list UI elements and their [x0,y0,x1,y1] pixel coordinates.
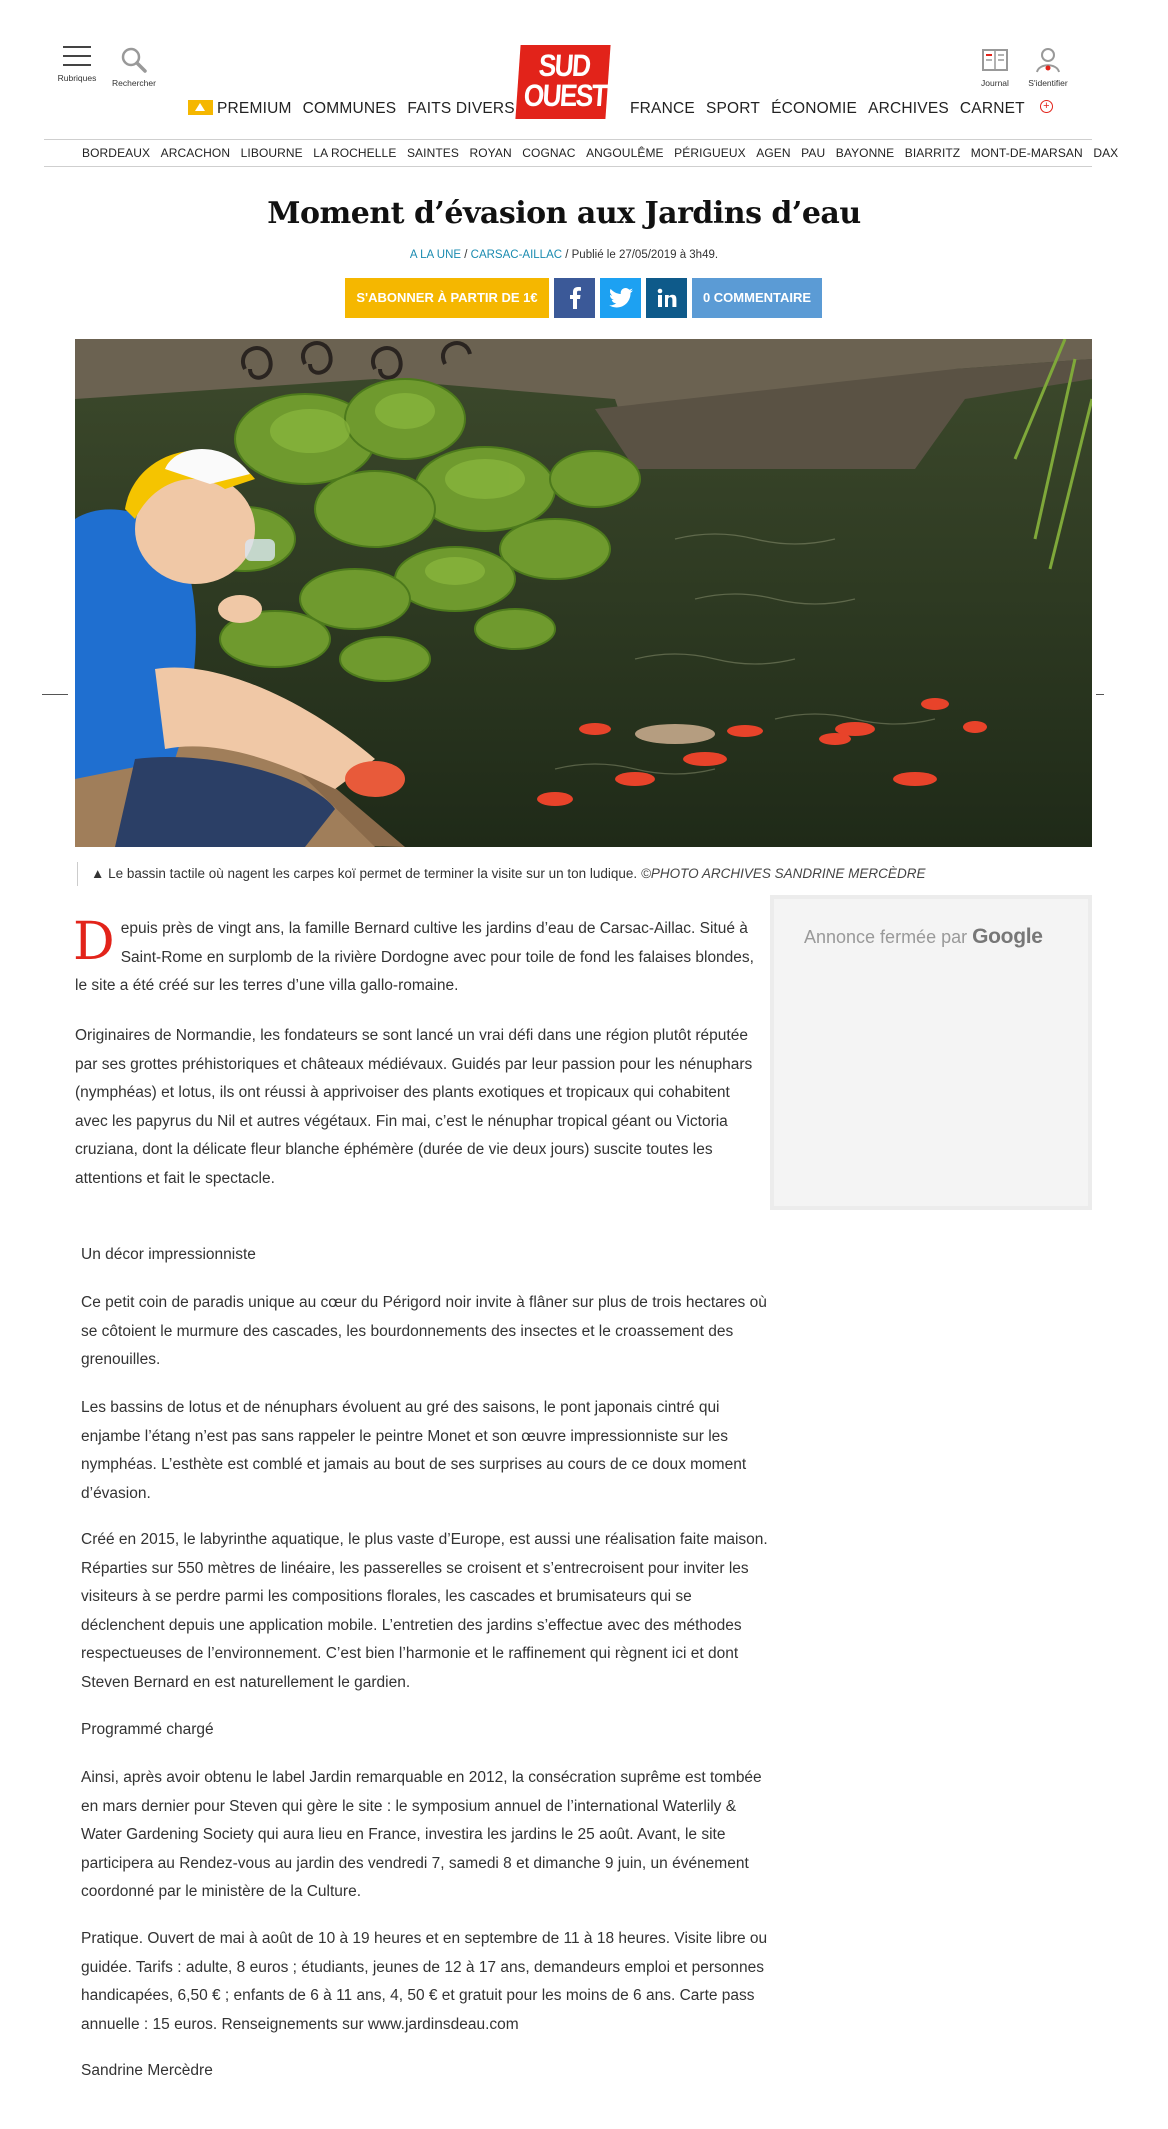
breadcrumb-carsac-aillac[interactable]: CARSAC-AILLAC [470,249,563,261]
paragraph [73,912,755,1001]
photo-side-line-left [42,694,68,695]
more-plus-icon[interactable]: + [1040,100,1053,113]
subheading: Un décor impressionniste [81,1246,256,1263]
city-link[interactable]: BORDEAUX [82,146,151,160]
article-photo[interactable] [75,339,1092,847]
city-link[interactable]: MONT-DE-MARSAN [970,146,1083,160]
nav-communes[interactable]: COMMUNES [302,100,397,117]
breadcrumb-a-la-une[interactable]: A LA UNE [409,249,462,261]
site-header [0,0,1168,140]
login-label: S'identifier [1028,78,1068,88]
paragraph: Les bassins de lotus et de nénuphars évoluent au gré des saisons, le pont japonais cintré qui enjambe l’étang n’est pas sans rappeler le peintre Monet et son œuvre impressionniste sur les nymphéas. L’esthète est comblé et jamais au bout de ses surprises au cours de ce doux moment d’évasion. [81,1399,747,1502]
menu-button[interactable] [52,46,102,83]
nav-divider-bottom [44,166,1092,167]
city-link[interactable]: AGEN [756,146,791,160]
nav-archives[interactable]: ARCHIVES [868,100,949,117]
hamburger-icon [52,46,102,66]
publish-date: Publié le 27/05/2019 à 3h49. [571,249,719,261]
city-link[interactable]: ARCACHON [160,146,231,160]
paragraph: Ainsi, après avoir obtenu le label Jardin remarquable en 2012, la consécration suprême est tombée en mars dernier pour Steven qui gère le site : le symposium annuel de l’international Waterlily & Water Gardening Society qui aura lieu en France, investira les jardins le 25 août. Avant, le site participera au Rendez-vous au jardin des vendredi 7, samedi 8 et dimanche 9 juin, un événement coordonné par le ministère de la Culture. [81,1769,762,1900]
main-nav-left [188,100,515,118]
photo-caption [77,862,1092,886]
comments-button[interactable]: 0 COMMENTAIRE [692,278,822,318]
journal-button[interactable] [970,46,1020,88]
city-link[interactable]: ROYAN [469,146,512,160]
linkedin-icon [657,288,677,308]
facebook-share-button[interactable] [554,278,595,318]
city-link[interactable]: COGNAC [522,146,576,160]
nav-faits-divers[interactable]: FAITS DIVERS [407,100,515,117]
city-link[interactable]: PÉRIGUEUX [674,146,746,160]
login-button[interactable] [1016,46,1080,88]
nav-france[interactable]: FRANCE [630,100,695,117]
main-nav-right [630,100,1053,118]
photo-side-line-right [1096,694,1104,695]
search-button[interactable] [104,46,164,88]
menu-label: Rubriques [57,73,97,83]
article-title: Moment d’évasion aux Jardins d’eau [267,196,861,231]
logo-line2: OUEST [522,78,608,113]
nav-economie[interactable]: ÉCONOMIE [771,100,858,117]
drop-cap: D [73,912,115,972]
ad-closed-label: Annonce fermée par [804,927,968,947]
journal-label: Journal [981,78,1009,88]
article-actions [345,278,822,318]
facebook-icon [568,287,582,309]
breadcrumb [0,249,1128,261]
paragraph: Originaires de Normandie, les fondateurs se sont lancé un vrai défi dans une région plutôt réputée par ses grottes préhistoriques et châteaux médiévaux. Guidés par leur passion pour les nénuphars (nymphéas) et lotus, ils ont réussi à apprivoiser des plants exotiques et tropicaux qui cohabitent avec les papyrus du Nil et autres végétaux. Fin mai, c’est le nénuphar tropical géant ou Victoria cruziana, dont la délicate fleur blanche éphémère (durée de vie deux jours) suscite toutes les attentions et fait le spectacle. [75,1027,753,1187]
caption-text: Le bassin tactile où nagent les carpes koï permet de terminer la visite sur un ton ludique. [108,866,638,881]
paragraph: Pratique. Ouvert de mai à août de 10 à 19 heures et en septembre de 11 à 18 heures. Visite libre ou guidée. Tarifs : adulte, 8 euros ; étudiants, jeunes de 12 à 17 ans, demandeurs emploi et personnes handicapées, 6,50 € ; enfants de 6 à 11 ans, 4, 50 € et gratuit pour les moins de 6 ans. Carte pass annuelle : 15 euros. Renseignements sur www.jardinsdeau.com [81,1930,768,2033]
search-icon [119,46,149,74]
paragraph: Créé en 2015, le labyrinthe aquatique, le plus vaste d’Europe, est aussi une réalisation faite maison. Réparties sur 550 mètres de linéaire, les passerelles se croisent et s’entrecroisent pour inviter les visiteurs à se perdre parmi les compositions florales, les cascades et brumisateurs qui se déclenchent depuis une application mobile. L’entretien des jardins s’effectue avec des méthodes respectueuses de l’environnement. C’est bien l’harmonie et le raffinement qui règnent ici et dont Steven Bernard en est naturellement le gardien. [81,1531,768,1691]
paragraph: Ce petit coin de paradis unique au cœur du Périgord noir invite à flâner sur plus de trois hectares où se côtoient le murmure des cascades, les bourdonnements des insectes et le croassement des grenouilles. [81,1294,767,1368]
cities-nav [82,146,1118,160]
author: Sandrine Mercèdre [81,2062,213,2079]
google-brand: Google [972,925,1043,948]
ad-closed-text [804,925,1043,949]
subheading: Programmé chargé [81,1721,214,1738]
city-link[interactable]: DAX [1093,146,1119,160]
city-link[interactable]: LA ROCHELLE [313,146,397,160]
caption-triangle-icon: ▲ [91,866,105,881]
sud-ouest-logo[interactable] [515,45,610,119]
nav-premium[interactable] [188,100,292,118]
search-label: Rechercher [112,78,156,88]
breadcrumb-separator: / [464,249,471,261]
city-link[interactable]: SAINTES [406,146,459,160]
google-ad-slot[interactable] [770,895,1092,1210]
city-link[interactable]: PAU [801,146,826,160]
crown-icon [188,100,213,115]
nav-sport[interactable]: SPORT [705,100,761,117]
nav-premium-label: PREMIUM [217,100,292,117]
logo-line1: SUD [537,48,591,83]
koi-pond-illustration [75,339,1092,847]
nav-divider-top [44,139,1092,140]
article-intro [73,912,755,1001]
city-link[interactable]: ANGOULÊME [586,146,664,160]
city-link[interactable]: BIARRITZ [904,146,961,160]
subscribe-button[interactable]: S'ABONNER À PARTIR DE 1€ [345,278,549,318]
breadcrumb-separator: / [565,249,572,261]
nav-carnet[interactable]: CARNET [959,100,1025,117]
newspaper-icon [980,46,1010,74]
paragraph-text: epuis près de vingt ans, la famille Bernard cultive les jardins d’eau de Carsac-Aillac. Situé à Saint-Rome en surplomb de la rivière Dordogne avec pour toile de fond les falaises blondes, le site a été créé sur les terres d’une villa gallo-romaine. [75,920,754,994]
twitter-share-button[interactable] [600,278,641,318]
city-link[interactable]: LIBOURNE [240,146,303,160]
user-icon [1033,46,1063,74]
linkedin-share-button[interactable] [646,278,687,318]
city-link[interactable]: BAYONNE [835,146,895,160]
caption-credit: ©PHOTO ARCHIVES SANDRINE MERCÈDRE [640,866,926,881]
twitter-icon [609,288,633,308]
